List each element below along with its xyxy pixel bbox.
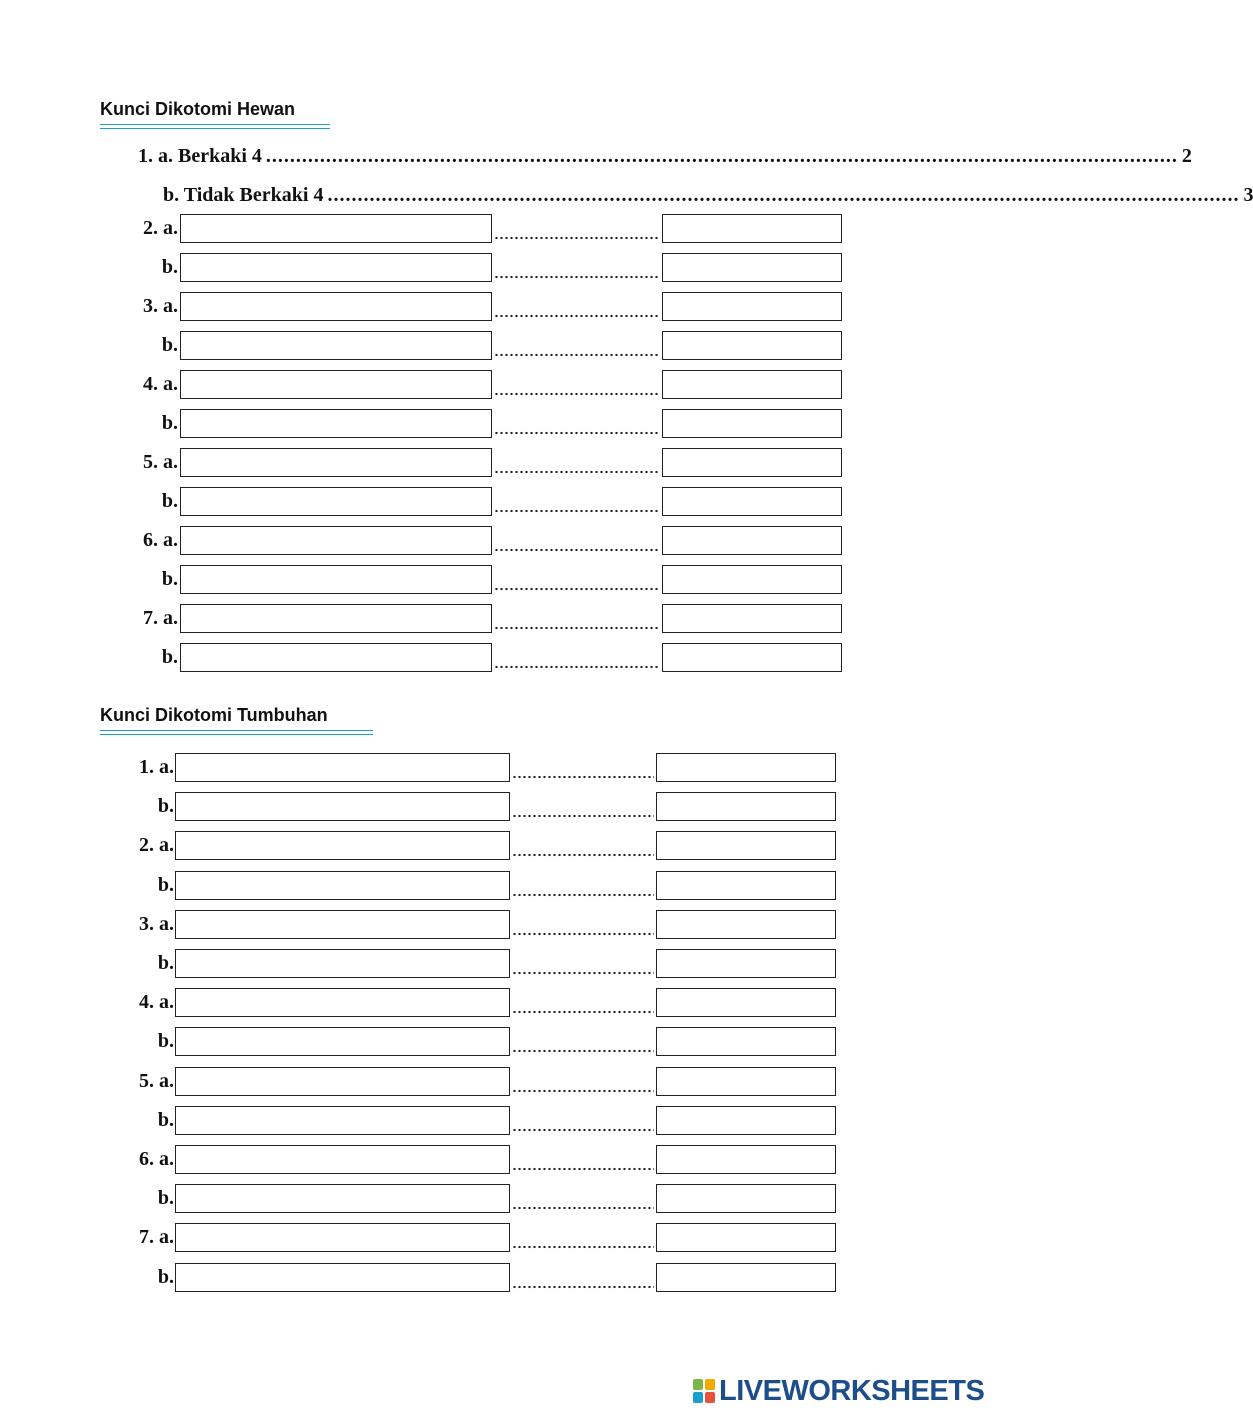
tumbuhan-row-10-label: b. (157, 1108, 174, 1131)
hewan-row-1a-leader: ........................................................................................................................................................ (265, 145, 1178, 167)
hewan-row-8-leader (494, 509, 660, 513)
tumbuhan-row-11-answer-box[interactable] (656, 1145, 836, 1174)
hewan-row-11-label: 7. a. (143, 607, 178, 629)
hewan-row-5-leader (494, 392, 660, 396)
tumbuhan-row-8-description-box[interactable] (175, 1027, 510, 1056)
liveworksheets-logo-text: LIVEWORKSHEETS (719, 1374, 985, 1407)
hewan-row-6-answer-box[interactable] (662, 409, 842, 438)
tumbuhan-row-1-leader (512, 775, 654, 779)
tumbuhan-row-3-answer-box[interactable] (656, 831, 836, 860)
tumbuhan-row-9-answer-box[interactable] (656, 1067, 836, 1096)
tumbuhan-row-10-answer-box[interactable] (656, 1106, 836, 1135)
hewan-row-4-answer-box[interactable] (662, 331, 842, 360)
tumbuhan-row-6-description-box[interactable] (175, 949, 510, 978)
tumbuhan-row-6-leader (512, 971, 654, 975)
hewan-row-6-label: b. (161, 412, 178, 434)
hewan-row-1b-leader: ........................................................................................................................................................ (327, 184, 1240, 206)
tumbuhan-row-8-leader (512, 1049, 654, 1053)
hewan-row-1-description-box[interactable] (180, 214, 492, 243)
hewan-row-1-answer-box[interactable] (662, 214, 842, 243)
tumbuhan-row-5-label: 3. a. (139, 912, 174, 935)
hewan-row-8-answer-box[interactable] (662, 487, 842, 516)
hewan-row-4-description-box[interactable] (180, 331, 492, 360)
tumbuhan-row-2-answer-box[interactable] (656, 792, 836, 821)
hewan-row-11-description-box[interactable] (180, 604, 492, 633)
hewan-row-10-label: b. (161, 568, 178, 590)
hewan-row-7-leader (494, 470, 660, 474)
tumbuhan-row-9-label: 5. a. (139, 1069, 174, 1092)
tumbuhan-row-14-label: b. (157, 1265, 174, 1288)
tumbuhan-row-5-leader (512, 932, 654, 936)
tumbuhan-row-13-leader (512, 1245, 654, 1249)
tumbuhan-row-13-answer-box[interactable] (656, 1223, 836, 1252)
hewan-row-6-leader (494, 431, 660, 435)
tumbuhan-row-1-description-box[interactable] (175, 753, 510, 782)
hewan-row-12-answer-box[interactable] (662, 643, 842, 672)
tumbuhan-row-14-leader (512, 1285, 654, 1289)
tumbuhan-row-1-answer-box[interactable] (656, 753, 836, 782)
hewan-row-5-label: 4. a. (143, 373, 178, 395)
hewan-row-9-answer-box[interactable] (662, 526, 842, 555)
hewan-row-7-label: 5. a. (143, 451, 178, 473)
tumbuhan-row-14-answer-box[interactable] (656, 1263, 836, 1292)
hewan-row-12-label: b. (161, 646, 178, 668)
liveworksheets-logo-icon (693, 1379, 715, 1403)
tumbuhan-row-6-answer-box[interactable] (656, 949, 836, 978)
hewan-row-1a (138, 145, 1192, 168)
hewan-row-5-answer-box[interactable] (662, 370, 842, 399)
section-underline-hewan (100, 124, 330, 129)
hewan-row-1a-page: 2 (1181, 145, 1192, 167)
hewan-row-10-answer-box[interactable] (662, 565, 842, 594)
tumbuhan-row-8-label: b. (157, 1030, 174, 1053)
hewan-row-4-leader (494, 353, 660, 357)
section-title-hewan: Kunci Dikotomi Hewan (100, 99, 296, 119)
tumbuhan-row-10-leader (512, 1128, 654, 1132)
tumbuhan-row-5-description-box[interactable] (175, 910, 510, 939)
hewan-row-12-description-box[interactable] (180, 643, 492, 672)
tumbuhan-row-7-answer-box[interactable] (656, 988, 836, 1017)
tumbuhan-row-8-answer-box[interactable] (656, 1027, 836, 1056)
tumbuhan-row-11-leader (512, 1167, 654, 1171)
section-title-tumbuhan: Kunci Dikotomi Tumbuhan (100, 705, 328, 725)
tumbuhan-row-4-label: b. (157, 873, 174, 896)
tumbuhan-row-2-leader (512, 814, 654, 818)
hewan-row-1b (163, 184, 1253, 207)
hewan-row-8-description-box[interactable] (180, 487, 492, 516)
hewan-row-1-label: 2. a. (143, 217, 178, 239)
tumbuhan-row-4-answer-box[interactable] (656, 871, 836, 900)
hewan-row-2-description-box[interactable] (180, 253, 492, 282)
tumbuhan-row-9-leader (512, 1089, 654, 1093)
tumbuhan-row-7-description-box[interactable] (175, 988, 510, 1017)
hewan-row-12-leader (494, 665, 660, 669)
tumbuhan-row-1-label: 1. a. (139, 756, 174, 778)
tumbuhan-row-2-label: b. (157, 795, 174, 818)
hewan-row-1a-label: 1. a. Berkaki 4 (138, 145, 262, 167)
tumbuhan-row-10-description-box[interactable] (175, 1106, 510, 1135)
tumbuhan-row-3-leader (512, 853, 654, 857)
hewan-row-10-description-box[interactable] (180, 565, 492, 594)
tumbuhan-row-14-description-box[interactable] (175, 1263, 510, 1292)
tumbuhan-row-13-label: 7. a. (139, 1226, 174, 1249)
tumbuhan-row-5-answer-box[interactable] (656, 910, 836, 939)
hewan-row-10-leader (494, 587, 660, 591)
hewan-row-6-description-box[interactable] (180, 409, 492, 438)
tumbuhan-row-4-leader (512, 893, 654, 897)
tumbuhan-row-3-description-box[interactable] (175, 831, 510, 860)
tumbuhan-row-7-leader (512, 1010, 654, 1014)
hewan-row-9-description-box[interactable] (180, 526, 492, 555)
hewan-row-1b-page: 3 (1243, 184, 1253, 206)
tumbuhan-row-6-label: b. (157, 952, 174, 974)
hewan-row-11-leader (494, 626, 660, 630)
tumbuhan-row-9-description-box[interactable] (175, 1067, 510, 1096)
hewan-row-5-description-box[interactable] (180, 370, 492, 399)
tumbuhan-row-3-label: 2. a. (139, 834, 174, 857)
hewan-row-1-leader (494, 236, 660, 240)
hewan-row-3-description-box[interactable] (180, 292, 492, 321)
hewan-row-3-answer-box[interactable] (662, 292, 842, 321)
hewan-row-11-answer-box[interactable] (662, 604, 842, 633)
hewan-row-4-label: b. (161, 334, 178, 356)
tumbuhan-row-12-label: b. (157, 1187, 174, 1210)
section-underline-tumbuhan (100, 730, 373, 735)
tumbuhan-row-4-description-box[interactable] (175, 871, 510, 900)
hewan-row-9-label: 6. a. (143, 529, 178, 551)
hewan-row-9-leader (494, 548, 660, 552)
tumbuhan-row-12-leader (512, 1206, 654, 1210)
tumbuhan-row-12-answer-box[interactable] (656, 1184, 836, 1213)
tumbuhan-row-13-description-box[interactable] (175, 1223, 510, 1252)
hewan-row-8-label: b. (161, 490, 178, 512)
tumbuhan-row-11-label: 6. a. (139, 1148, 174, 1170)
hewan-row-2-leader (494, 275, 660, 279)
hewan-row-7-answer-box[interactable] (662, 448, 842, 477)
hewan-row-1b-label: b. Tidak Berkaki 4 (163, 184, 324, 206)
hewan-row-2-answer-box[interactable] (662, 253, 842, 282)
tumbuhan-row-11-description-box[interactable] (175, 1145, 510, 1174)
hewan-row-2-label: b. (161, 256, 178, 278)
hewan-row-7-description-box[interactable] (180, 448, 492, 477)
hewan-row-3-leader (494, 314, 660, 318)
tumbuhan-row-12-description-box[interactable] (175, 1184, 510, 1213)
hewan-row-3-label: 3. a. (143, 295, 178, 317)
liveworksheets-logo (693, 1376, 984, 1406)
tumbuhan-row-2-description-box[interactable] (175, 792, 510, 821)
tumbuhan-row-7-label: 4. a. (139, 991, 174, 1014)
